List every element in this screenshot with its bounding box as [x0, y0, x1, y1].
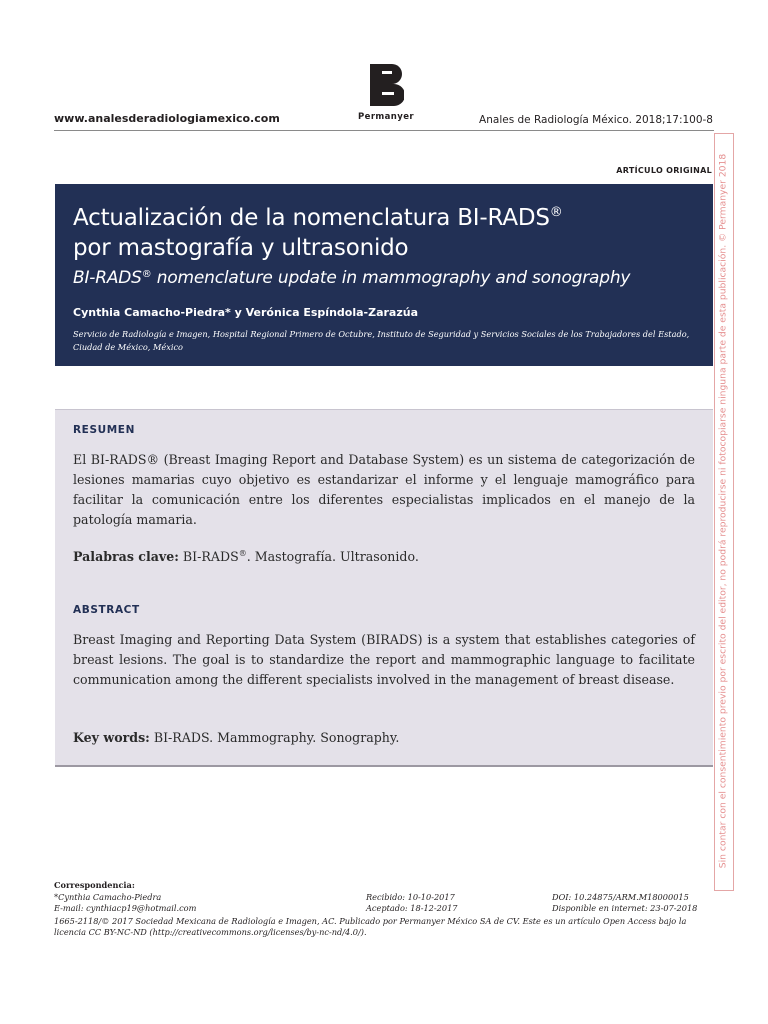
correspondence-author: *Cynthia Camacho-Piedra [54, 891, 162, 902]
copyright-side-notice: Sin contar con el consentimiento previo por escrito del editor, no podrá reproducirse ni fotocopiarse ninguna parte de esta publicación. © Permanyer 2018 [717, 153, 729, 869]
permanyer-logo-icon [368, 62, 404, 108]
keywords-rest: . Mastografía. Ultrasonido. [246, 549, 419, 565]
header-divider [54, 130, 714, 131]
footer-row-1 [54, 892, 714, 904]
title-banner [55, 184, 713, 366]
abstract-text: Breast Imaging and Reporting Data System (BIRADS) is a system that establishes categories of breast lesions. The goal is to standardize the report and mammographic language to facilitate communication among the different specialists involved in the management of breast disease. [73, 632, 695, 687]
keywords-label: Palabras clave: [73, 549, 179, 565]
publisher-name: Permanyer [358, 112, 414, 122]
abstract-box [55, 409, 713, 767]
accepted-date: Aceptado: 18-12-2017 [366, 903, 458, 913]
correspondence-email[interactable]: E-mail: cynthiacp19@hotmail.com [54, 903, 197, 913]
subtitle-prefix: BI-RADS [73, 268, 142, 288]
keywords-first: BI-RADS [178, 549, 239, 565]
article-footer [54, 880, 714, 939]
article-subtitle [73, 268, 630, 288]
abstract-heading: ABSTRACT [73, 604, 140, 616]
doi[interactable]: DOI: 10.24875/ARM.M18000015 [552, 891, 689, 902]
journal-citation: Anales de Radiología México. 2018;17:100-8 [479, 114, 713, 126]
resumen-heading: RESUMEN [73, 424, 135, 436]
journal-website[interactable]: www.analesderadiologiamexico.com [54, 112, 280, 125]
article-type: ARTÍCULO ORIGINAL [616, 166, 712, 175]
received-date: Recibido: 10-10-2017 [366, 891, 455, 902]
correspondence-label: Correspondencia: [54, 880, 135, 890]
abstract-keywords [73, 730, 399, 745]
title-registered-mark: ® [549, 205, 563, 220]
footer-row-2 [54, 903, 714, 915]
publisher-logo [356, 62, 416, 122]
key-words-label: Key words: [73, 730, 150, 745]
author-affiliation: Servicio de Radiología e Imagen, Hospital Regional Primero de Octubre, Instituto de Seguridad y Servicios Sociales de los Trabajadores del Estado, Ciudad de México, México [73, 329, 690, 352]
online-date: Disponible en internet: 23-07-2018 [552, 903, 698, 913]
license-notice: 1665-2118/© 2017 Sociedad Mexicana de Radiología e Imagen, AC. Publicado por Permanyer México SA de CV. Este es un artículo Open Access bajo la licencia CC BY-NC-ND (http://creativecommons.org/licenses/by-nc-nd/4.0/). [54, 915, 687, 937]
subtitle-rest: nomenclature update in mammography and sonography [151, 268, 631, 288]
resumen-keywords [73, 549, 419, 564]
keywords-registered-mark: ® [238, 549, 247, 558]
resumen-text: El BI-RADS® (Breast Imaging Report and Database System) es un sistema de categorización de lesiones mamarias cuyo objetivo es estandarizar el informe y el lenguaje mamográfico para facilitar la comunicación entre los diferentes especialistas implicados en el manejo de la patología mamaria. [73, 452, 695, 527]
article-title [73, 198, 693, 263]
subtitle-registered-mark: ® [141, 269, 152, 280]
title-line-1: Actualización de la nomenclatura BI-RADS [73, 205, 550, 231]
title-line-2: por mastografía y ultrasonido [73, 235, 409, 261]
key-words-values: BI-RADS. Mammography. Sonography. [149, 730, 400, 745]
author-list: Cynthia Camacho-Piedra* y Verónica Espíndola-Zarazúa [73, 306, 418, 319]
